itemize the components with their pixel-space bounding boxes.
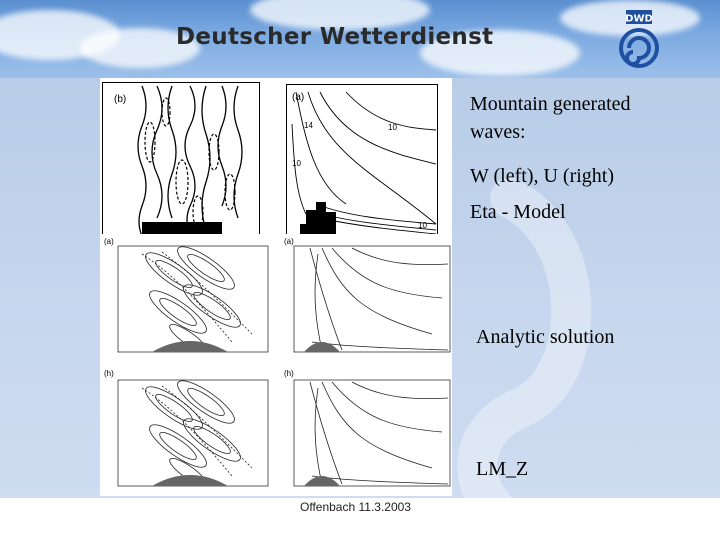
analytic-w-label: (a) (104, 237, 114, 246)
eta-u-label: (a) (292, 92, 305, 103)
dwd-logo (614, 8, 664, 70)
eta-u-contour-label: 10 (292, 159, 301, 168)
lmz-label: LM_Z (476, 458, 529, 480)
heading (470, 90, 631, 146)
figure-composite (100, 78, 452, 496)
analytic-u-label: (a) (284, 237, 294, 246)
organization-title: Deutscher Wetterdienst (176, 24, 494, 50)
lmz-u-label: (h) (284, 369, 294, 378)
analytic-solution-label: Analytic solution (476, 326, 615, 348)
heading-line-2: waves: (470, 121, 526, 143)
lmz-w-panel (102, 366, 272, 494)
dwd-logo-text: DWD (625, 13, 653, 25)
eta-u-contour-label: 14 (304, 121, 313, 130)
eta-u-contour-label: 10 (388, 123, 397, 132)
lmz-u-panel (282, 366, 452, 494)
footer-date: Offenbach 11.3.2003 (300, 500, 411, 514)
eta-w-label: (b) (114, 94, 127, 105)
eta-u-contour-label: 10 (418, 221, 427, 230)
eta-w-panel (102, 82, 260, 238)
lmz-w-label: (h) (104, 369, 114, 378)
header-banner (0, 0, 720, 78)
subheading: W (left), U (right) (470, 165, 615, 187)
analytic-w-panel (102, 234, 272, 358)
heading-line-1: Mountain generated (470, 93, 631, 115)
analytic-u-panel (282, 234, 452, 358)
eta-model-label: Eta - Model (470, 201, 566, 223)
eta-u-panel (286, 84, 438, 236)
